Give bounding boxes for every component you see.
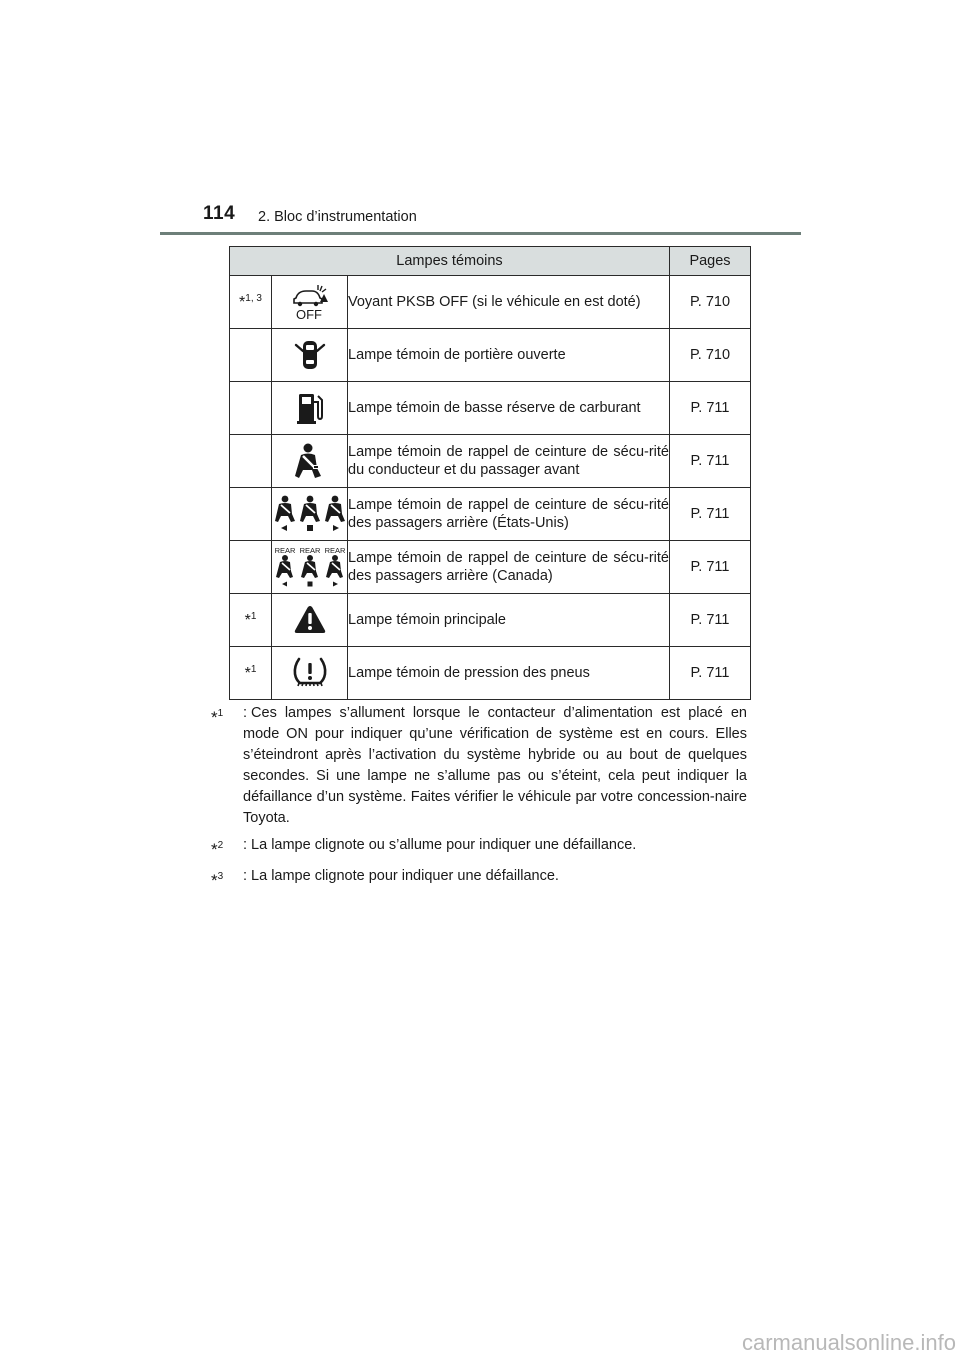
table-row xyxy=(230,435,751,488)
row-icon-cell xyxy=(272,382,348,435)
column-header-lamps: Lampes témoins xyxy=(230,247,670,276)
footnotes xyxy=(211,703,747,897)
row-note xyxy=(230,382,272,435)
row-note xyxy=(230,329,272,382)
asterisk-mark: * xyxy=(211,708,218,727)
seatbelt-icon xyxy=(293,442,327,480)
row-note xyxy=(230,647,272,700)
row-page-ref: P. 711 xyxy=(670,541,751,594)
footnote-number: 3 xyxy=(217,871,224,882)
row-note xyxy=(230,541,272,594)
footnote-body: La lampe clignote pour indiquer une défaillance. xyxy=(251,868,559,884)
footnote-mark xyxy=(211,866,243,891)
watermark: carmanualsonline.info xyxy=(741,1330,956,1355)
row-icon-cell xyxy=(272,594,348,647)
row-icon-cell xyxy=(272,488,348,541)
row-description: Lampe témoin de rappel de ceinture de sécu-rité des passagers arrière (Canada) xyxy=(348,541,670,594)
table-row xyxy=(230,594,751,647)
column-header-pages: Pages xyxy=(670,247,751,276)
footnote-number: 1 xyxy=(217,708,224,719)
row-icon-cell xyxy=(272,541,348,594)
pksb-off-icon xyxy=(288,282,332,322)
low-fuel-icon xyxy=(295,390,325,426)
row-icon-cell xyxy=(272,435,348,488)
row-description: Lampe témoin de pression des pneus xyxy=(348,647,670,700)
table-row xyxy=(230,276,751,329)
row-note xyxy=(230,594,272,647)
footnote-mark xyxy=(211,835,243,860)
pksb-off-label: OFF xyxy=(295,307,322,322)
asterisk-mark: * xyxy=(211,871,218,890)
footnote-text: : Ces lampes s’allument lorsque le contacteur d’alimentation est placé en mode ON pour indiquer qu’une vérification de système est en cours. Elles s’éteindront après l’activation du système hybride ou au bout de quelques secondes. Si une lampe ne s’allume pas ou s’éteint, cela peut indiquer la défaillance d’un système. Faites vérifier le véhicule par votre concession-naire Toyota. xyxy=(243,705,747,826)
table-row xyxy=(230,382,751,435)
note-ref: 1 xyxy=(250,610,257,622)
rear-label: REAR xyxy=(299,546,320,555)
row-description: Voyant PKSB OFF (si le véhicule en est doté) xyxy=(348,276,670,329)
footnote-body: La lampe clignote ou s’allume pour indiquer une défaillance. xyxy=(251,837,637,853)
row-note xyxy=(230,488,272,541)
header-rule xyxy=(160,232,801,235)
footnote-3 xyxy=(211,866,747,891)
footnote-1 xyxy=(211,703,747,829)
rear-seatbelt-canada-icon xyxy=(273,546,347,588)
footnote-number: 2 xyxy=(217,840,224,851)
table-row xyxy=(230,647,751,700)
row-page-ref: P. 710 xyxy=(670,276,751,329)
warning-lamps-table xyxy=(229,246,751,700)
footnote-text: : La lampe clignote pour indiquer une défaillance. xyxy=(243,868,559,884)
row-description: Lampe témoin de basse réserve de carburant xyxy=(348,382,670,435)
section-title: 2. Bloc d’instrumentation xyxy=(258,209,417,225)
asterisk-mark: * xyxy=(211,840,218,859)
table-row xyxy=(230,541,751,594)
asterisk-mark: * xyxy=(244,611,251,629)
row-description: Lampe témoin de rappel de ceinture de sécu-rité des passagers arrière (États-Unis) xyxy=(348,488,670,541)
rear-label: REAR xyxy=(324,546,345,555)
asterisk-mark: * xyxy=(244,664,251,682)
row-icon-cell xyxy=(272,329,348,382)
row-icon-cell xyxy=(272,276,348,329)
row-page-ref: P. 711 xyxy=(670,594,751,647)
footnote-mark xyxy=(211,703,243,829)
row-note xyxy=(230,435,272,488)
row-icon-cell xyxy=(272,647,348,700)
row-description: Lampe témoin de rappel de ceinture de sécu-rité du conducteur et du passager avant xyxy=(348,435,670,488)
tire-pressure-icon xyxy=(291,656,329,690)
footnote-body: Ces lampes s’allument lorsque le contacteur d’alimentation est placé en mode ON pour indiquer qu’une vérification de système est en cours. Elles s’éteindront après l’activation du système hybride ou au bout de quelques secondes. Si une lampe ne s’allume pas ou s’éteint, cela peut indiquer la défaillance d’un système. Faites vérifier le véhicule par votre concession-naire Toyota. xyxy=(243,705,747,826)
master-warning-icon xyxy=(293,604,327,636)
rear-label: REAR xyxy=(274,546,295,555)
table-header-row xyxy=(230,247,751,276)
note-ref: 1, 3 xyxy=(245,292,262,304)
row-description: Lampe témoin principale xyxy=(348,594,670,647)
row-description: Lampe témoin de portière ouverte xyxy=(348,329,670,382)
open-door-icon xyxy=(293,337,327,373)
table-row xyxy=(230,329,751,382)
page-number: 114 xyxy=(203,203,236,224)
row-page-ref: P. 710 xyxy=(670,329,751,382)
row-page-ref: P. 711 xyxy=(670,488,751,541)
rear-seatbelt-us-icon xyxy=(273,494,347,534)
footnote-text: : La lampe clignote ou s’allume pour indiquer une défaillance. xyxy=(243,837,637,853)
row-note xyxy=(230,276,272,329)
row-page-ref: P. 711 xyxy=(670,435,751,488)
note-ref: 1 xyxy=(250,663,257,675)
table-row xyxy=(230,488,751,541)
row-page-ref: P. 711 xyxy=(670,382,751,435)
footnote-2 xyxy=(211,835,747,860)
row-page-ref: P. 711 xyxy=(670,647,751,700)
asterisk-mark: * xyxy=(239,293,246,311)
